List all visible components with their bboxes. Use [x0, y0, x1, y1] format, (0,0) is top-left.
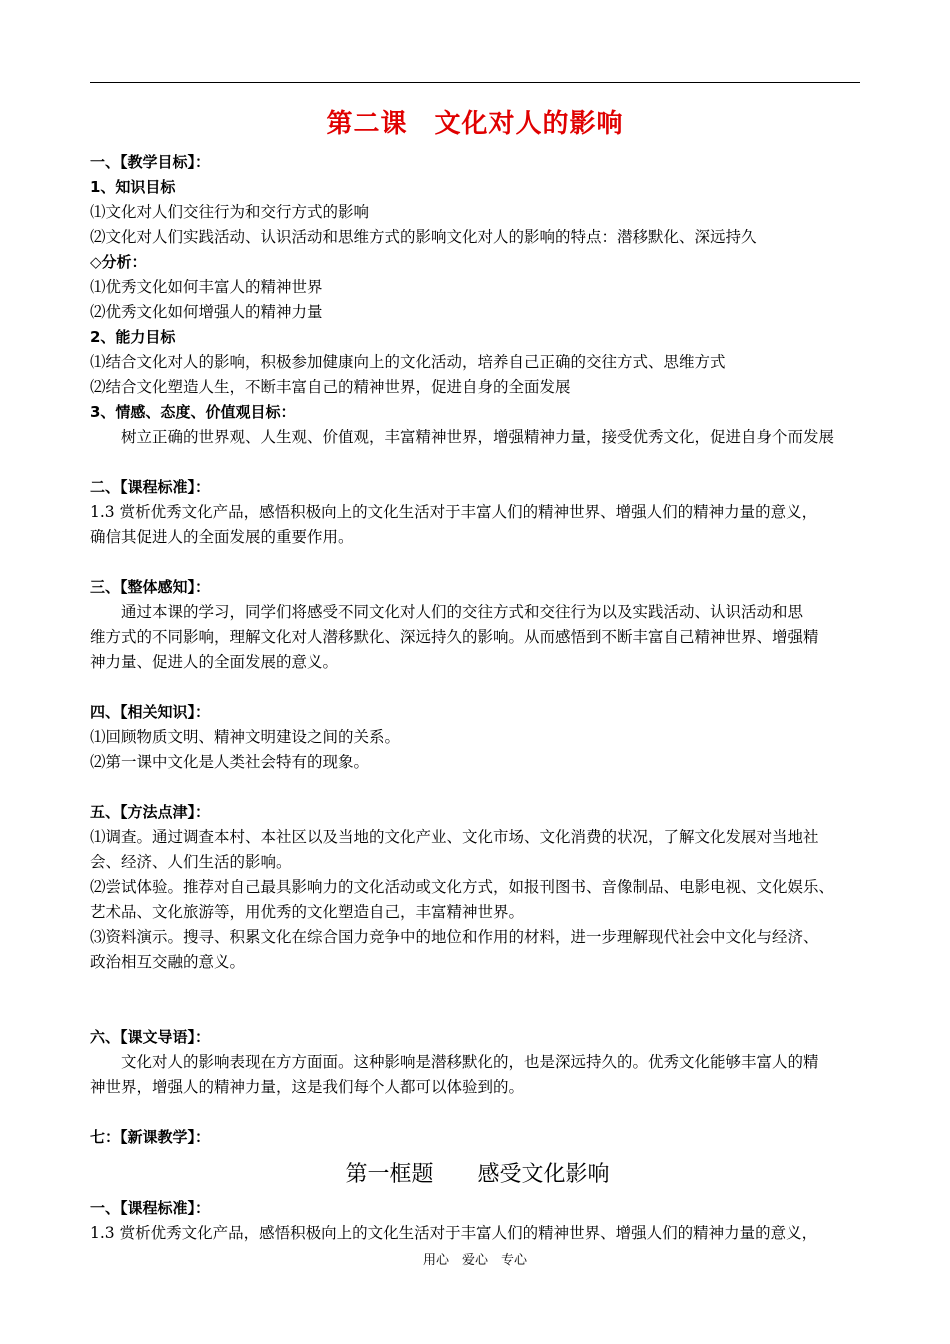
paragraph-line: 1.3 赏析优秀文化产品，感悟积极向上的文化生活对于丰富人们的精神世界、增强人们的精神力量的意义， [90, 503, 818, 521]
header-rule [90, 82, 860, 83]
paragraph-line: 通过本课的学习，同学们将感受不同文化对人们的交往方式和交往行为以及实践活动、认识活动和思 [121, 603, 804, 621]
section-heading-overview: 三、【整体感知】： [90, 578, 211, 596]
paragraph-line: 会、经济、人们生活的影响。 [90, 853, 292, 871]
paragraph-line: ⑶资料演示。搜寻、积累文化在综合国力竞争中的地位和作用的材料，进一步理解现代社会中文化与经济、 [90, 928, 819, 946]
knowledge-item: ⑵文化对人们实践活动、认识活动和思维方式的影响文化对人的影响的特点：潜移默化、深远持久 [90, 228, 757, 246]
paragraph-line: 神世界，增强人的精神力量，这是我们每个人都可以体验到的。 [90, 1078, 525, 1096]
knowledge-item: ⑴文化对人们交往行为和交行方式的影响 [90, 203, 370, 221]
section-heading-methods: 五、【方法点津】： [90, 803, 211, 821]
section-heading-intro: 六、【课文导语】： [90, 1028, 211, 1046]
list-item: ⑴回顾物质文明、精神文明建设之间的关系。 [90, 728, 401, 746]
analysis-item: ⑴优秀文化如何丰富人的精神世界 [90, 278, 323, 296]
paragraph-line: 艺术品、文化旅游等，用优秀的文化塑造自己，丰富精神世界。 [90, 903, 525, 921]
page-title: 第二课 文化对人的影响 [326, 109, 624, 139]
subsection-heading-standards: 一、【课程标准】： [90, 1199, 211, 1217]
paragraph-line: 确信其促进人的全面发展的重要作用。 [90, 528, 354, 546]
emotion-item: 树立正确的世界观、人生观、价值观，丰富精神世界，增强精神力量，接受优秀文化，促进自身个而发展 [121, 428, 835, 446]
list-item: ⑵第一课中文化是人类社会特有的现象。 [90, 753, 370, 771]
ability-item: ⑵结合文化塑造人生，不断丰富自己的精神世界，促进自身的全面发展 [90, 378, 571, 396]
paragraph-line: 1.3 赏析优秀文化产品，感悟积极向上的文化生活对于丰富人们的精神世界、增强人们的精神力量的意义， [90, 1224, 818, 1242]
section-heading-new-lesson: 七：【新课教学】： [90, 1128, 211, 1146]
document-body [90, 150, 865, 1246]
ability-item: ⑴结合文化对人的影响，积极参加健康向上的文化活动，培养自己正确的交往方式、思维方式 [90, 353, 726, 371]
ability-goals-heading: 2、能力目标 [90, 328, 176, 346]
subsection-title: 第一框题 感受文化影响 [345, 1162, 610, 1187]
analysis-item: ⑵优秀文化如何增强人的精神力量 [90, 303, 323, 321]
analysis-heading: ◇分析： [90, 253, 147, 271]
knowledge-goals-heading: 1、知识目标 [90, 178, 176, 196]
emotion-goals-heading: 3、情感、态度、价值观目标： [90, 403, 296, 421]
paragraph-line: ⑵尝试体验。推荐对自己最具影响力的文化活动或文化方式，如报刊图书、音像制品、电影电视、文化娱乐、 [90, 878, 835, 896]
paragraph-line: 维方式的不同影响，理解文化对人潜移默化、深远持久的影响。从而感悟到不断丰富自己精神世界、增强精 [90, 628, 819, 646]
section-heading-objectives: 一、【教学目标】： [90, 153, 211, 171]
paragraph-line: 政治相互交融的意义。 [90, 953, 246, 971]
section-heading-related: 四、【相关知识】： [90, 703, 211, 721]
section-heading-standards: 二、【课程标准】： [90, 478, 211, 496]
paragraph-line: ⑴调查。通过调查本村、本社区以及当地的文化产业、文化市场、文化消费的状况，了解文化发展对当地社 [90, 828, 819, 846]
page-footer: 用心 爱心 专心 [422, 1253, 527, 1268]
paragraph-line: 文化对人的影响表现在方方面面。这种影响是潜移默化的，也是深远持久的。优秀文化能够丰富人的精 [121, 1053, 819, 1071]
paragraph-line: 神力量、促进人的全面发展的意义。 [90, 653, 339, 671]
